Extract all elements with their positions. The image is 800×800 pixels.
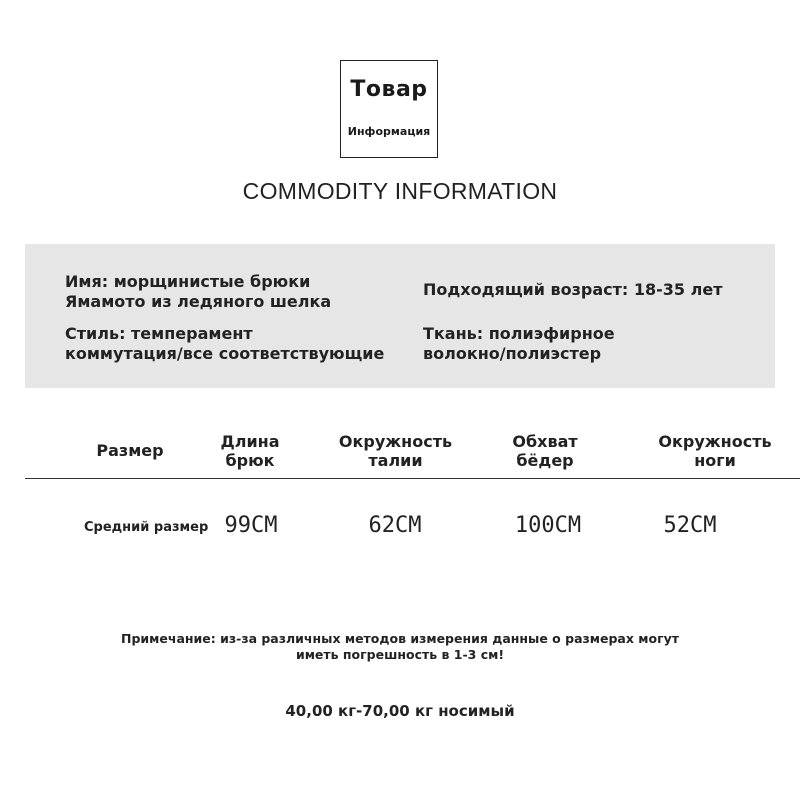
logo-title: Товар (350, 77, 428, 102)
header-hip-line1: Обхват (512, 432, 578, 451)
header-waist-line1: Окружность (338, 432, 453, 451)
product-style-line2: коммутация/все соответствующие (65, 344, 385, 363)
cell-size: Средний размер (84, 520, 209, 535)
header-hip-line2: бёдер (516, 451, 574, 470)
product-fabric-line1: Ткань: полиэфирное (423, 324, 615, 343)
product-info-panel (25, 244, 775, 388)
measurement-note-line2: иметь погрешность в 1-3 см! (295, 647, 505, 662)
wearable-weight: 40,00 кг-70,00 кг носимый (285, 702, 515, 720)
page-heading: COMMODITY INFORMATION (242, 178, 558, 204)
product-fabric (423, 324, 743, 364)
header-leg-line2: ноги (694, 451, 736, 470)
header-waist-line2: талии (368, 451, 423, 470)
cell-hip: 100CM (514, 513, 582, 538)
product-fabric-line2: волокно/полиэстер (423, 344, 602, 363)
cell-leg: 52CM (663, 513, 717, 538)
product-name (65, 272, 385, 312)
header-pants-length-line2: брюк (225, 451, 275, 470)
table-divider (25, 478, 800, 479)
logo-subtitle: Информация (347, 125, 431, 138)
cell-pants-length: 99CM (224, 513, 278, 538)
product-info-logo (340, 60, 438, 158)
suitable-age: Подходящий возраст: 18-35 лет (423, 280, 723, 299)
header-size: Размер (96, 441, 164, 460)
product-name-line1: Имя: морщинистые брюки (65, 272, 311, 291)
header-pants-length (195, 432, 305, 470)
header-hip (490, 432, 600, 470)
header-pants-length-line1: Длина (220, 432, 280, 451)
header-leg (640, 432, 790, 470)
product-name-line2: Ямамото из ледяного шелка (65, 292, 332, 311)
product-style (65, 324, 405, 364)
product-style-line1: Стиль: темперамент (65, 324, 253, 343)
measurement-note (0, 631, 800, 663)
header-leg-line1: Окружность (658, 432, 772, 451)
header-waist (318, 432, 473, 470)
cell-waist: 62CM (368, 513, 422, 538)
measurement-note-line1: Примечание: из-за различных методов измерения данные о размерах могут (121, 631, 679, 646)
